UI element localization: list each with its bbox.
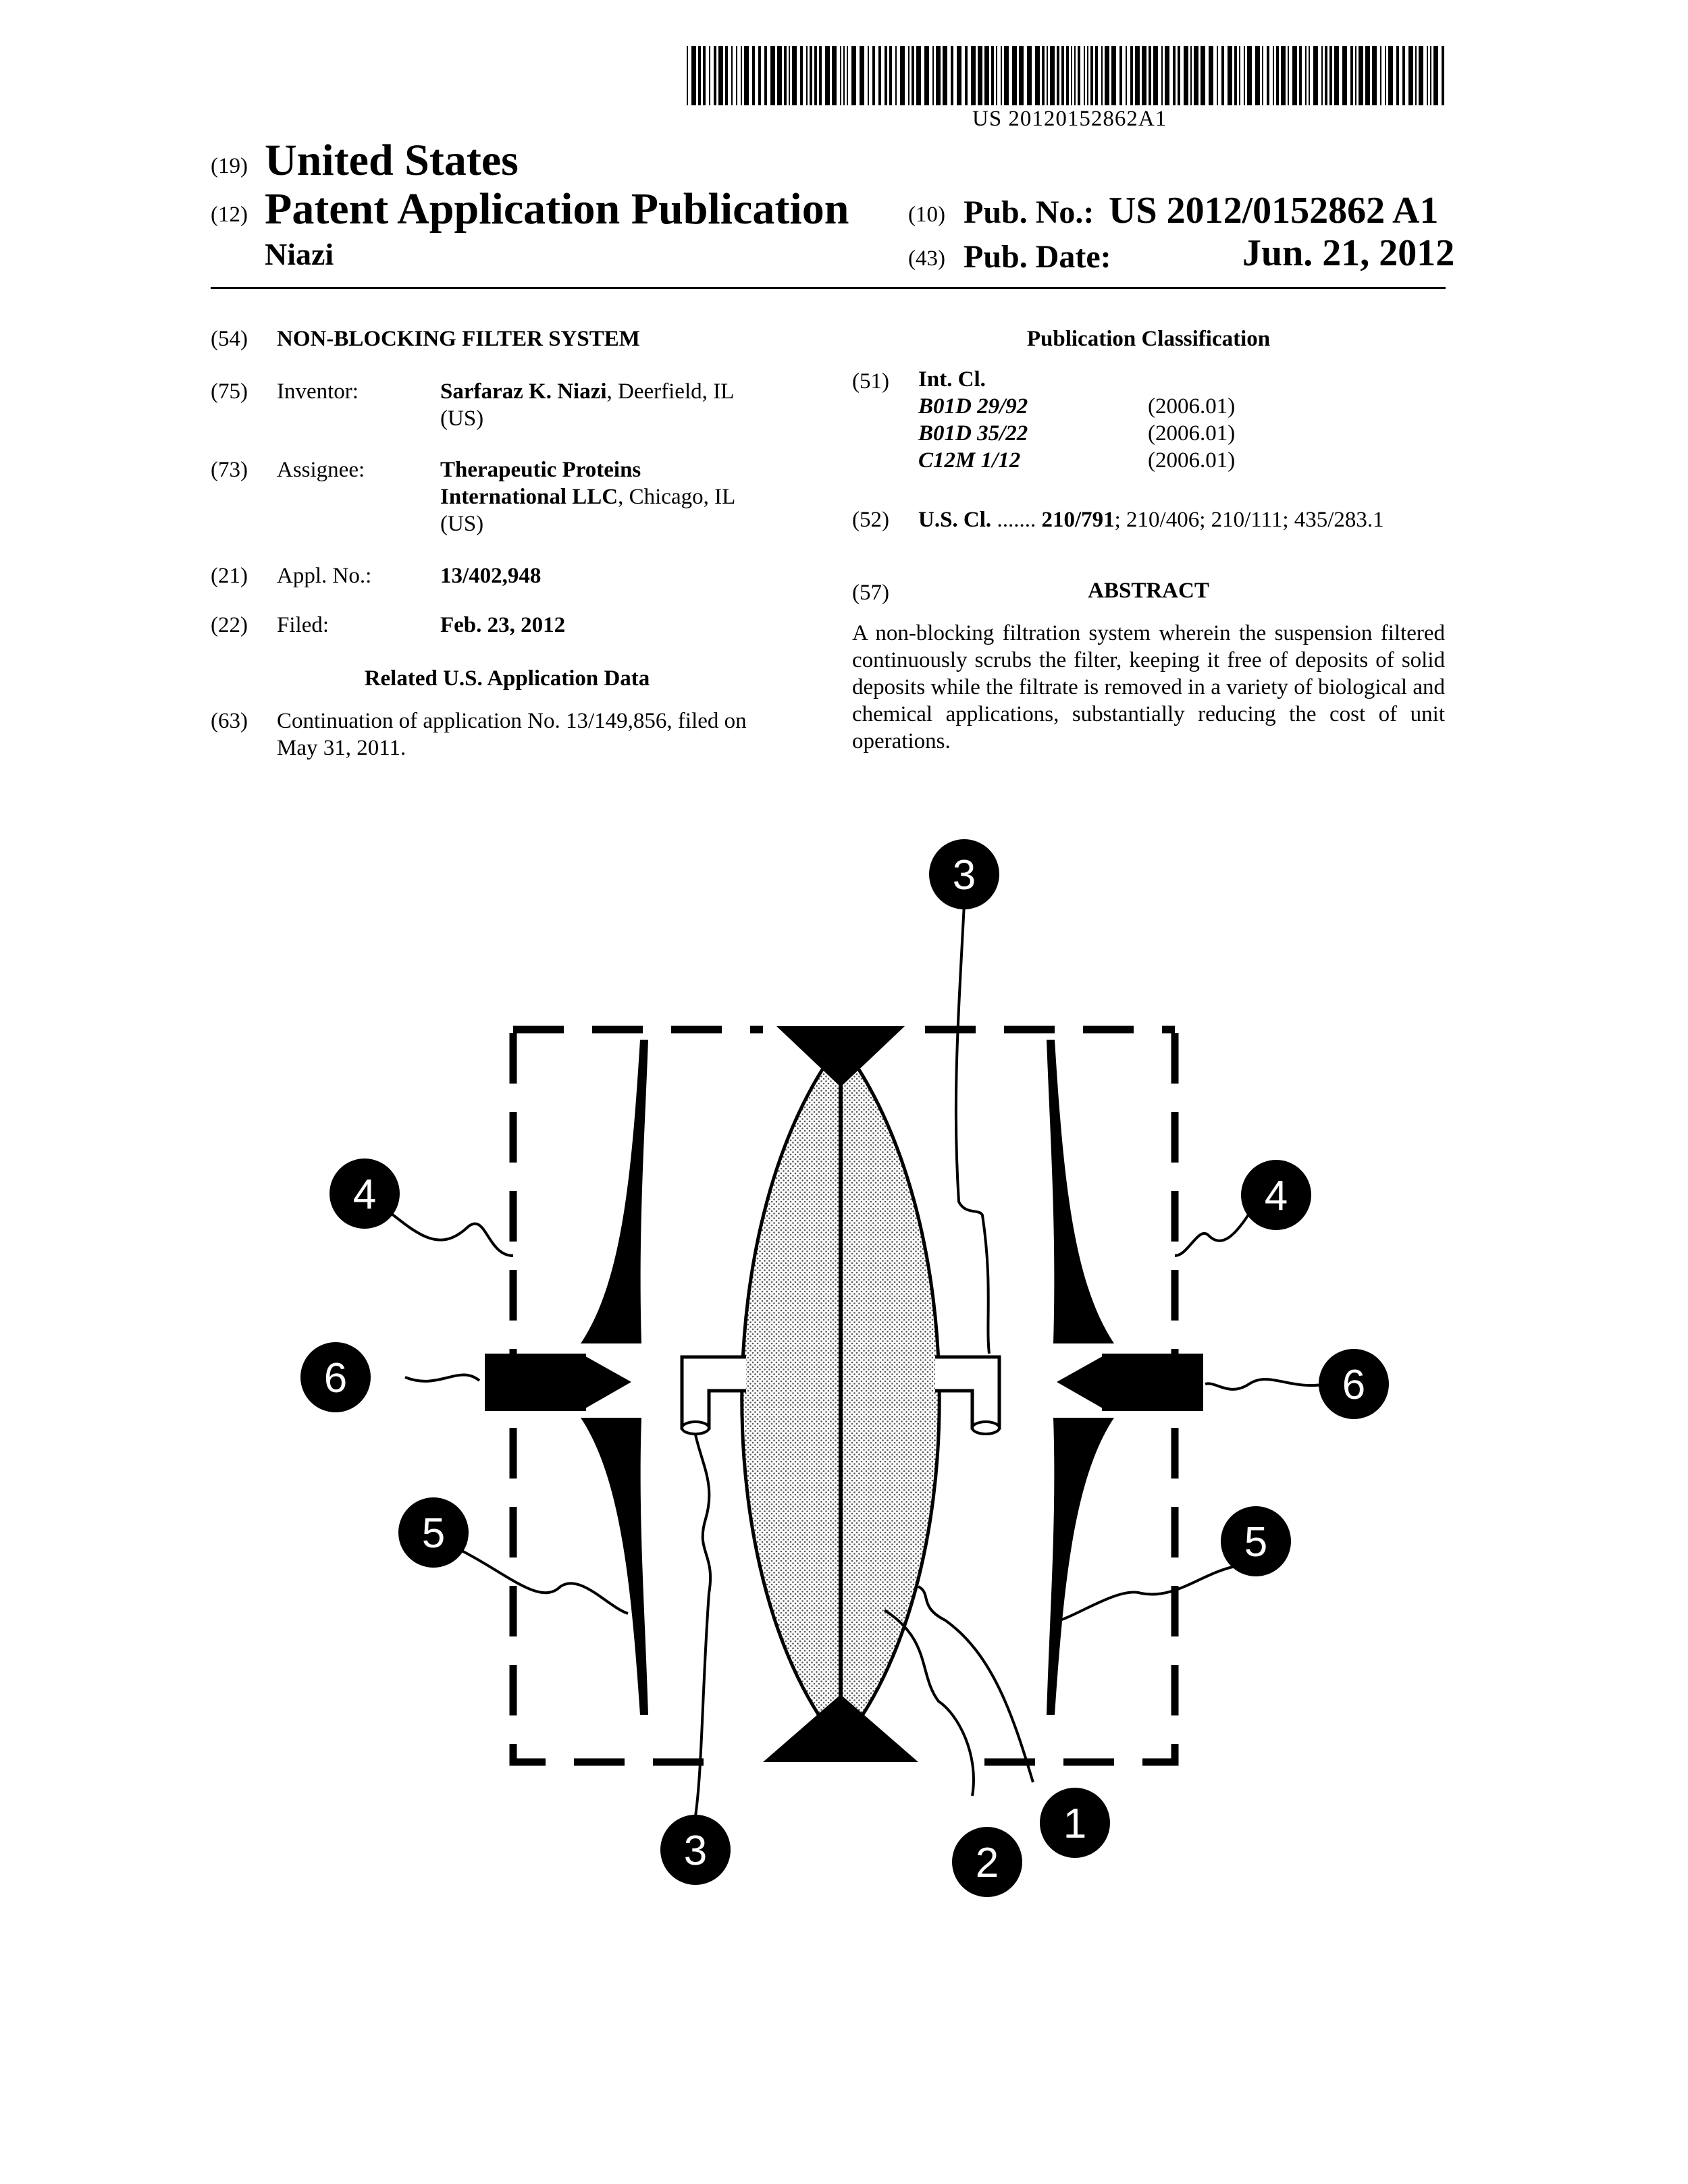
barcode-bar xyxy=(709,46,710,105)
barcode-bar xyxy=(731,46,733,105)
barcode-bar xyxy=(698,46,701,105)
code-21: (21) xyxy=(211,564,248,588)
barcode-bar xyxy=(1078,46,1080,105)
barcode-bar xyxy=(889,46,892,105)
us-cl-rest: ; 210/406; 210/111; 435/283.1 xyxy=(1114,508,1384,532)
barcode-bar xyxy=(936,46,941,105)
barcode-bar xyxy=(1001,46,1002,105)
callout-3-top xyxy=(929,839,999,909)
barcode-bar xyxy=(1126,46,1127,105)
barcode-bar xyxy=(1004,46,1009,105)
continuation-line-2: May 31, 2011. xyxy=(277,736,406,760)
barcode-bar xyxy=(895,46,897,105)
assignee-entry xyxy=(440,483,735,510)
barcode-bar xyxy=(752,46,755,105)
assignee-name-2: International LLC xyxy=(440,485,618,509)
callout-label: 6 xyxy=(323,1355,348,1402)
blade-right-lower xyxy=(1047,1418,1114,1715)
barcode-bar xyxy=(806,46,808,105)
barcode-bar xyxy=(1173,46,1176,105)
barcode-bar xyxy=(1380,46,1381,105)
barcode-bar xyxy=(951,46,953,105)
patent-figure xyxy=(0,776,1688,1924)
barcode-bar xyxy=(810,46,812,105)
callout-label: 3 xyxy=(952,852,976,899)
barcode-bar xyxy=(1305,46,1307,105)
callout-label: 2 xyxy=(975,1840,999,1886)
barcode-bar xyxy=(1276,46,1279,105)
classification-heading: Publication Classification xyxy=(1026,327,1271,351)
callout-6-right xyxy=(1319,1349,1389,1419)
continuation-line-1: Continuation of application No. 13/149,856, filed on xyxy=(277,709,747,733)
leader-line xyxy=(385,1208,513,1256)
barcode-bar xyxy=(1244,46,1245,105)
us-cl-main: 210/791 xyxy=(1041,508,1115,532)
barcode-bar xyxy=(814,46,817,105)
barcode-bar xyxy=(1071,46,1072,105)
barcode-bar xyxy=(1027,46,1032,105)
barcode-bar xyxy=(1161,46,1163,105)
callout-4-left xyxy=(329,1158,400,1229)
filed-date: Feb. 23, 2012 xyxy=(440,613,566,637)
leader-line xyxy=(1205,1379,1327,1389)
barcode-bar xyxy=(1313,46,1318,105)
barcode-bar xyxy=(1355,46,1356,105)
barcode-bar xyxy=(1221,46,1224,105)
barcode-icon xyxy=(687,46,1445,105)
barcode-bar xyxy=(1321,46,1323,105)
callout-label: 1 xyxy=(1063,1801,1087,1847)
leader-line xyxy=(1175,1208,1252,1256)
callout-2 xyxy=(952,1827,1022,1897)
code-52: (52) xyxy=(852,508,889,532)
barcode-bar xyxy=(1217,46,1218,105)
port-left xyxy=(682,1357,746,1428)
barcode-bar xyxy=(1402,46,1405,105)
us-cl xyxy=(918,506,1384,533)
barcode-bar xyxy=(1066,46,1069,105)
port-right-end xyxy=(972,1422,999,1434)
barcode-bar xyxy=(800,46,803,105)
motor-left-tip xyxy=(581,1354,631,1411)
barcode-bar xyxy=(1273,46,1274,105)
barcode-bar xyxy=(1047,46,1048,105)
barcode-bar xyxy=(1135,46,1140,105)
barcode-bar xyxy=(825,46,830,105)
int-cl-year: (2006.01) xyxy=(1148,421,1236,446)
barcode-bar xyxy=(943,46,947,105)
barcode-bar xyxy=(1142,46,1146,105)
barcode-bar xyxy=(764,46,767,105)
code-12: (12) xyxy=(211,203,248,227)
barcode-bar xyxy=(819,46,822,105)
barcode-bar xyxy=(1247,46,1252,105)
barcode-bar xyxy=(978,46,982,105)
wedge-top-right xyxy=(841,1026,905,1087)
barcode-bar xyxy=(1101,46,1103,105)
int-cl-year: (2006.01) xyxy=(1148,448,1236,473)
barcode-bar xyxy=(1433,46,1438,105)
barcode-bar xyxy=(1130,46,1133,105)
barcode-bar xyxy=(770,46,775,105)
callout-label: 5 xyxy=(421,1510,446,1557)
barcode-bar xyxy=(691,46,696,105)
barcode-bar xyxy=(1153,46,1158,105)
barcode-bar xyxy=(1087,46,1088,105)
barcode-bar xyxy=(1329,46,1332,105)
callout-1 xyxy=(1040,1788,1110,1858)
int-cl-code: C12M 1/12 xyxy=(918,448,1021,473)
barcode-bar xyxy=(718,46,723,105)
barcode-bar xyxy=(1035,46,1040,105)
barcode-bar xyxy=(996,46,997,105)
barcode-bar xyxy=(868,46,869,105)
related-heading: Related U.S. Application Data xyxy=(364,666,650,691)
barcode-bar xyxy=(1050,46,1055,105)
barcode-bar xyxy=(1149,46,1151,105)
barcode-bar xyxy=(832,46,837,105)
barcode-bar xyxy=(744,46,749,105)
code-10: (10) xyxy=(908,203,945,227)
barcode-bar xyxy=(908,46,909,105)
barcode-bar xyxy=(1415,46,1417,105)
barcode-bar xyxy=(1396,46,1399,105)
barcode-bar xyxy=(1119,46,1122,105)
barcode-bar xyxy=(900,46,905,105)
leader-line xyxy=(405,1375,479,1381)
callout-6-left xyxy=(300,1342,371,1412)
barcode-bar xyxy=(789,46,790,105)
barcode-bar xyxy=(916,46,921,105)
inventor-entry xyxy=(440,378,734,405)
barcode-bar xyxy=(1190,46,1192,105)
leader-line xyxy=(918,1587,1033,1782)
motor-left xyxy=(485,1354,586,1411)
barcode-bar xyxy=(878,46,881,105)
appl-no-label: Appl. No.: xyxy=(277,564,372,588)
port-left-end xyxy=(682,1422,709,1434)
inventor-country: (US) xyxy=(440,406,484,431)
callout-5-left xyxy=(398,1497,469,1568)
barcode-bar xyxy=(912,46,914,105)
barcode-bar xyxy=(1334,46,1339,105)
leader-line xyxy=(1060,1566,1236,1620)
code-43: (43) xyxy=(908,246,945,271)
blade-left-lower xyxy=(581,1418,648,1715)
barcode-bar xyxy=(1057,46,1059,105)
pub-date-label: Pub. Date: xyxy=(964,239,1111,275)
barcode-bar xyxy=(1442,46,1444,105)
barcode-bar xyxy=(1365,46,1370,105)
leader-line xyxy=(459,1549,628,1614)
assignee-name-1: Therapeutic Proteins xyxy=(440,458,641,482)
blade-right-upper xyxy=(1047,1040,1114,1343)
int-cl-label: Int. Cl. xyxy=(918,367,986,392)
inventor-surname: Niazi xyxy=(265,237,334,271)
barcode-bar xyxy=(1084,46,1085,105)
code-51: (51) xyxy=(852,369,889,394)
barcode-bar xyxy=(1342,46,1347,105)
code-57: (57) xyxy=(852,581,889,605)
barcode-bar xyxy=(741,46,742,105)
barcode-bar xyxy=(1095,46,1098,105)
barcode-bar xyxy=(1012,46,1017,105)
barcode-bar xyxy=(1262,46,1263,105)
barcode-bar xyxy=(1074,46,1076,105)
filed-label: Filed: xyxy=(277,613,329,637)
assignee-location: , Chicago, IL xyxy=(618,485,736,509)
barcode-bar xyxy=(1292,46,1297,105)
barcode-bar xyxy=(1325,46,1327,105)
barcode-bar xyxy=(1184,46,1188,105)
barcode-bar xyxy=(1061,46,1064,105)
barcode-bar xyxy=(872,46,875,105)
callout-label: 3 xyxy=(683,1828,708,1874)
barcode-bar xyxy=(1309,46,1310,105)
barcode-number: US 20120152862A1 xyxy=(972,107,1167,131)
inventor-label: Inventor: xyxy=(277,379,359,404)
barcode-bar xyxy=(1209,46,1213,105)
barcode-bar xyxy=(1194,46,1198,105)
publication-type: Patent Application Publication xyxy=(265,184,849,234)
pub-no-label: Pub. No.: xyxy=(964,194,1094,230)
barcode-bar xyxy=(1228,46,1232,105)
code-63: (63) xyxy=(211,709,248,733)
barcode-bar xyxy=(851,46,856,105)
barcode-bar xyxy=(758,46,761,105)
barcode-bar xyxy=(1178,46,1180,105)
callout-label: 6 xyxy=(1342,1362,1366,1408)
barcode-bar xyxy=(843,46,845,105)
barcode-bar xyxy=(1201,46,1205,105)
barcode-bar xyxy=(1359,46,1363,105)
barcode-bar xyxy=(1419,46,1423,105)
code-73: (73) xyxy=(211,458,248,482)
callout-5-right xyxy=(1221,1506,1291,1576)
barcode-bar xyxy=(932,46,934,105)
wedge-bottom-left xyxy=(763,1695,841,1762)
barcode-bar xyxy=(1111,46,1116,105)
barcode-bar xyxy=(860,46,864,105)
barcode-bar xyxy=(885,46,887,105)
barcode-bar xyxy=(1165,46,1169,105)
barcode-bar xyxy=(971,46,976,105)
code-22: (22) xyxy=(211,613,248,637)
barcode-bar xyxy=(1019,46,1024,105)
barcode-bar xyxy=(1350,46,1353,105)
motor-right-tip xyxy=(1057,1354,1107,1411)
barcode-bar xyxy=(840,46,841,105)
int-cl-code: B01D 35/22 xyxy=(918,421,1028,446)
us-cl-dots: ....... xyxy=(997,508,1036,532)
barcode-bar xyxy=(957,46,961,105)
wedge-top-left xyxy=(776,1026,841,1087)
callout-label: 4 xyxy=(1264,1173,1288,1219)
motor-right xyxy=(1102,1354,1203,1411)
appl-no: 13/402,948 xyxy=(440,564,542,588)
barcode-bar xyxy=(1288,46,1289,105)
header-rule xyxy=(211,287,1446,289)
barcode-bar xyxy=(1299,46,1302,105)
barcode-bar xyxy=(687,46,688,105)
barcode-bar xyxy=(1430,46,1431,105)
barcode-bar xyxy=(777,46,782,105)
barcode-bar xyxy=(991,46,994,105)
barcode-bar xyxy=(847,46,848,105)
callout-3-bottom xyxy=(660,1815,731,1885)
pub-date: Jun. 21, 2012 xyxy=(1242,232,1455,274)
barcode-bar xyxy=(1042,46,1045,105)
barcode-bar xyxy=(924,46,929,105)
assignee-country: (US) xyxy=(440,512,484,536)
int-cl-code: B01D 29/92 xyxy=(918,394,1028,419)
barcode-bar xyxy=(965,46,968,105)
code-54: (54) xyxy=(211,327,248,351)
barcode-bar xyxy=(784,46,787,105)
code-75: (75) xyxy=(211,379,248,404)
barcode-bar xyxy=(1255,46,1260,105)
barcode-bar xyxy=(1239,46,1240,105)
blade-left-upper xyxy=(581,1040,648,1343)
assignee-label: Assignee: xyxy=(277,458,365,482)
int-cl-year: (2006.01) xyxy=(1148,394,1236,419)
port-right xyxy=(935,1357,999,1428)
barcode-bar xyxy=(736,46,737,105)
barcode-bar xyxy=(703,46,706,105)
barcode-bar xyxy=(725,46,728,105)
inventor-name: Sarfaraz K. Niazi xyxy=(440,379,607,404)
barcode-bar xyxy=(1281,46,1286,105)
us-cl-label: U.S. Cl. xyxy=(918,508,992,532)
abstract-heading: ABSTRACT xyxy=(1088,579,1209,603)
barcode-bar xyxy=(1372,46,1377,105)
barcode-bar xyxy=(1388,46,1393,105)
barcode-bar xyxy=(1234,46,1237,105)
abstract-text: A non-blocking filtration system wherein the suspension filtered continuously scrubs the filter, keeping it free of deposits of solid deposits while the filtrate is removed in a variety of biological and chemical applications, substantially reducing the cost of unit operations. xyxy=(852,621,1445,753)
barcode-bar xyxy=(1105,46,1109,105)
wedge-bottom-right xyxy=(841,1695,918,1762)
barcode-bar xyxy=(792,46,797,105)
barcode-bar xyxy=(714,46,716,105)
barcode-bar xyxy=(1427,46,1428,105)
callout-label: 5 xyxy=(1244,1519,1268,1566)
leader-line xyxy=(956,878,989,1354)
callout-label: 4 xyxy=(352,1171,377,1218)
callout-4-right xyxy=(1241,1160,1311,1230)
pub-no: US 2012/0152862 A1 xyxy=(1109,190,1439,232)
title: NON-BLOCKING FILTER SYSTEM xyxy=(277,327,640,351)
barcode-bar xyxy=(1408,46,1413,105)
code-19: (19) xyxy=(211,154,248,178)
country: United States xyxy=(265,136,519,185)
barcode-bar xyxy=(1090,46,1093,105)
barcode-bar xyxy=(1385,46,1386,105)
barcode-bar xyxy=(984,46,989,105)
inventor-location: , Deerfield, IL xyxy=(606,379,735,404)
barcode-bar xyxy=(1267,46,1269,105)
